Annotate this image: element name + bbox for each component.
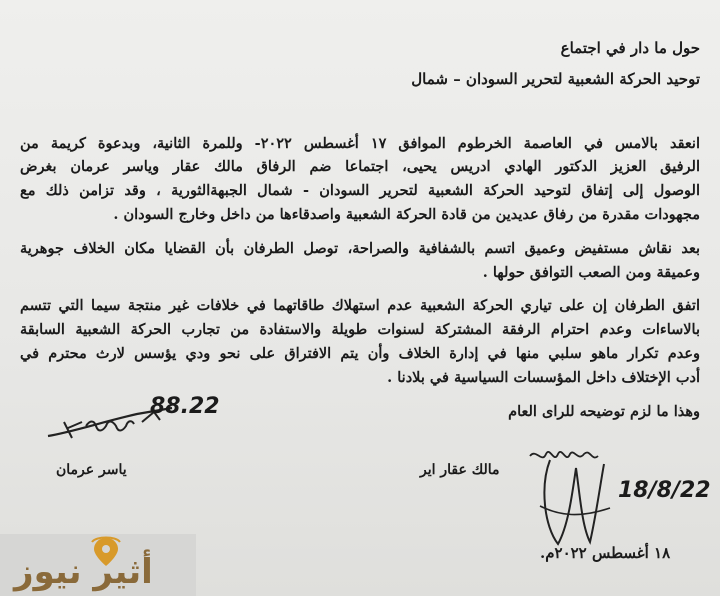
paragraph1-line: مجهودات مقدرة من رفاق عديدين من قادة الحركة الشعبية واصدقاءها من داخل وخارج السودان . xyxy=(113,206,700,223)
left-signature-date: 88.22 xyxy=(150,394,220,419)
paragraph3-line: اتفق الطرفان إن على تياري الحركة الشعبية عدم استهلاك طاقاتهما في خلافات غير منتجة سيما التي تتسم xyxy=(20,297,700,314)
paragraph1-line: انعقد بالامس في العاصمة الخرطوم الموافق ١٧ أغسطس ٢٠٢٢- وللمرة الثانية، وبدعوة كريمة من xyxy=(20,135,700,152)
paragraph1-line: الرفيق العزيز الدكتور الهادي ادريس يحيى، اجتماعا ضم الرفاق مالك عقار وياسر عرمان بغرض xyxy=(20,158,700,175)
paragraph1-line: الوصول إلى إتفاق لتوحيد الحركة الشعبية لتحرير السودان - شمال الجبهةالثورية ، وقد تزامن ذلك مع xyxy=(20,182,700,199)
right-signer-name: مالك عقار اير xyxy=(420,462,500,478)
paragraph2-line: بعد نقاش مستفيض وعميق اتسم بالشفافية والصراحة، توصل الطرفان بأن القضايا مكان الخلاف جوهرية xyxy=(20,240,700,257)
paragraph3-line: وعدم تكرار ماهو سلبي منها في إدارة الخلاف وأن يتم الافتراق على نحو ودي يؤسس لارث محترم في xyxy=(20,345,700,362)
watermark-text: أثير نيوز xyxy=(14,552,153,592)
paragraph3-line: بالاساءات وعدم احترام الرفقة المشتركة لسنوات طويلة والاستفادة من تجارب الحركة الشعبية السابقة xyxy=(20,321,700,338)
title-line: توحيد الحركة الشعبية لتحرير السودان – شمال xyxy=(411,70,700,88)
footer-date: ١٨ أغسطس ٢٠٢٢م. xyxy=(540,544,671,562)
subject-line: حول ما دار في اجتماع xyxy=(560,39,700,57)
closing-line: وهذا ما لزم توضيحه للراى العام xyxy=(508,403,700,420)
left-signer-name: ياسر عرمان xyxy=(56,462,127,478)
paragraph3-line: أدب الإختلاف داخل المؤسسات السياسية في بلادنا . xyxy=(387,369,700,386)
paragraph2-line: وعميقة ومن الصعب التوافق حولها . xyxy=(482,264,700,281)
right-signature-date: 18/8/22 xyxy=(618,478,711,503)
